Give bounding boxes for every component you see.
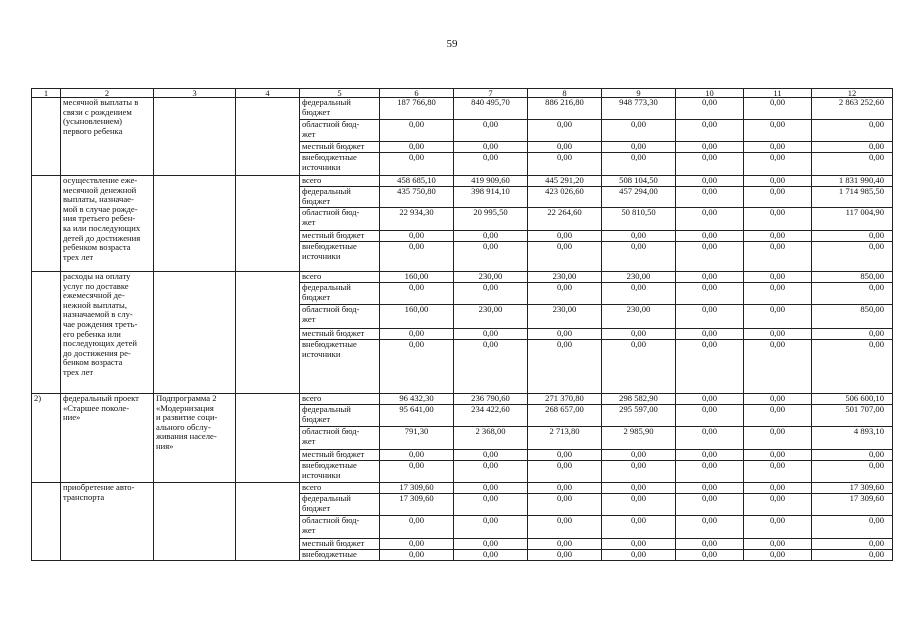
- value-cell: 0,00: [676, 483, 744, 494]
- measure-name-cell: приобретение авто- транспорта: [61, 483, 154, 561]
- program-cell: [154, 98, 236, 176]
- value-cell: 0,00: [602, 450, 676, 461]
- value-cell: 0,00: [602, 142, 676, 153]
- column-number-2: 2: [61, 89, 154, 98]
- total-value-cell: 0,00: [812, 242, 893, 272]
- value-cell: 230,00: [454, 305, 528, 329]
- value-cell: 0,00: [380, 231, 454, 242]
- value-cell: 419 909,60: [454, 176, 528, 187]
- value-cell: 0,00: [454, 242, 528, 272]
- value-cell: 22 264,60: [528, 208, 602, 231]
- value-cell: 0,00: [602, 153, 676, 176]
- executor-cell: [236, 176, 300, 272]
- value-cell: 0,00: [676, 405, 744, 427]
- value-cell: 230,00: [528, 305, 602, 329]
- value-cell: 0,00: [602, 516, 676, 539]
- value-cell: 0,00: [380, 242, 454, 272]
- total-value-cell: 117 004,90: [812, 208, 893, 231]
- funding-source-cell: всего: [300, 272, 380, 283]
- value-cell: 0,00: [528, 120, 602, 142]
- measure-name-cell: осуществление еже- месячной денежной выплаты, назначае- мой в случае рожде- ния третьего ребен- ка или последующих детей до достижения ребенком возраста трех лет: [61, 176, 154, 272]
- total-value-cell: 0,00: [812, 461, 893, 483]
- value-cell: 0,00: [454, 340, 528, 394]
- column-number-7: 7: [454, 89, 528, 98]
- value-cell: 268 657,00: [528, 405, 602, 427]
- value-cell: 0,00: [676, 340, 744, 394]
- total-value-cell: 17 309,60: [812, 494, 893, 516]
- funding-source-cell: внебюджетные источники: [300, 461, 380, 483]
- value-cell: 0,00: [744, 450, 812, 461]
- value-cell: 0,00: [744, 283, 812, 305]
- total-value-cell: 0,00: [812, 231, 893, 242]
- funding-source-cell: федеральный бюджет: [300, 283, 380, 305]
- value-cell: 0,00: [744, 427, 812, 450]
- total-value-cell: 0,00: [812, 450, 893, 461]
- column-number-9: 9: [602, 89, 676, 98]
- item-number-cell: [32, 483, 61, 561]
- value-cell: 236 790,60: [454, 394, 528, 405]
- funding-source-cell: федеральный бюджет: [300, 98, 380, 120]
- value-cell: 0,00: [454, 283, 528, 305]
- value-cell: 0,00: [454, 516, 528, 539]
- value-cell: 886 216,80: [528, 98, 602, 120]
- value-cell: 0,00: [744, 305, 812, 329]
- item-number-cell: [32, 176, 61, 272]
- value-cell: 0,00: [380, 329, 454, 340]
- value-cell: 0,00: [744, 120, 812, 142]
- value-cell: 0,00: [676, 427, 744, 450]
- column-number-6: 6: [380, 89, 454, 98]
- value-cell: 0,00: [380, 142, 454, 153]
- value-cell: 0,00: [676, 329, 744, 340]
- value-cell: 0,00: [602, 550, 676, 561]
- item-number-cell: [32, 98, 61, 176]
- value-cell: 0,00: [528, 283, 602, 305]
- total-value-cell: 2 863 252,60: [812, 98, 893, 120]
- funding-source-cell: всего: [300, 483, 380, 494]
- value-cell: 0,00: [528, 340, 602, 394]
- value-cell: 0,00: [454, 231, 528, 242]
- value-cell: 0,00: [528, 483, 602, 494]
- item-number-cell: [32, 272, 61, 394]
- value-cell: 22 934,30: [380, 208, 454, 231]
- budget-table: [31, 88, 893, 561]
- column-number-row: [32, 89, 893, 98]
- value-cell: 17 309,60: [380, 483, 454, 494]
- program-cell: Подпрограмма 2 «Модернизация и развитие соци- ального обслу- живания населе- ния»: [154, 394, 236, 483]
- value-cell: 0,00: [602, 494, 676, 516]
- table-row: [32, 394, 893, 405]
- table-row: [32, 483, 893, 494]
- value-cell: 0,00: [602, 231, 676, 242]
- funding-source-cell: местный бюджет: [300, 231, 380, 242]
- value-cell: 160,00: [380, 305, 454, 329]
- value-cell: 0,00: [454, 120, 528, 142]
- value-cell: 0,00: [602, 539, 676, 550]
- value-cell: 0,00: [676, 450, 744, 461]
- value-cell: 0,00: [380, 550, 454, 561]
- value-cell: 0,00: [528, 242, 602, 272]
- value-cell: 0,00: [744, 516, 812, 539]
- funding-source-cell: внебюджетные источники: [300, 340, 380, 394]
- value-cell: 0,00: [744, 461, 812, 483]
- value-cell: 0,00: [744, 98, 812, 120]
- funding-source-cell: областной бюд- жет: [300, 516, 380, 539]
- measure-name-cell: расходы на оплату услуг по доставке ежемесячной де- нежной выплаты, назначаемой в слу- чае рождения треть- его ребенка или последующих детей до достижения ре- бенком возраста трех лет: [61, 272, 154, 394]
- value-cell: 0,00: [744, 242, 812, 272]
- value-cell: 457 294,00: [602, 187, 676, 208]
- value-cell: 0,00: [454, 550, 528, 561]
- funding-source-cell: всего: [300, 394, 380, 405]
- table-row: [32, 272, 893, 283]
- value-cell: 0,00: [454, 329, 528, 340]
- value-cell: 0,00: [380, 340, 454, 394]
- value-cell: 96 432,30: [380, 394, 454, 405]
- value-cell: 2 368,00: [454, 427, 528, 450]
- funding-source-cell: областной бюд- жет: [300, 305, 380, 329]
- value-cell: 0,00: [528, 142, 602, 153]
- column-number-3: 3: [154, 89, 236, 98]
- value-cell: 234 422,60: [454, 405, 528, 427]
- funding-source-cell: областной бюд- жет: [300, 120, 380, 142]
- value-cell: 295 597,00: [602, 405, 676, 427]
- value-cell: 0,00: [602, 242, 676, 272]
- value-cell: 0,00: [454, 142, 528, 153]
- value-cell: 0,00: [380, 153, 454, 176]
- funding-source-cell: местный бюджет: [300, 539, 380, 550]
- value-cell: 0,00: [744, 405, 812, 427]
- value-cell: 0,00: [454, 483, 528, 494]
- value-cell: 0,00: [380, 283, 454, 305]
- value-cell: 187 766,80: [380, 98, 454, 120]
- value-cell: 0,00: [676, 208, 744, 231]
- total-value-cell: 1 714 985,50: [812, 187, 893, 208]
- value-cell: 0,00: [528, 461, 602, 483]
- value-cell: 271 370,80: [528, 394, 602, 405]
- total-value-cell: 0,00: [812, 539, 893, 550]
- column-number-5: 5: [300, 89, 380, 98]
- value-cell: 0,00: [744, 494, 812, 516]
- value-cell: 0,00: [454, 461, 528, 483]
- value-cell: 0,00: [676, 272, 744, 283]
- executor-cell: [236, 272, 300, 394]
- value-cell: 423 026,60: [528, 187, 602, 208]
- value-cell: 230,00: [528, 272, 602, 283]
- program-cell: [154, 483, 236, 561]
- value-cell: 0,00: [744, 187, 812, 208]
- value-cell: 398 914,10: [454, 187, 528, 208]
- total-value-cell: 850,00: [812, 305, 893, 329]
- value-cell: 0,00: [676, 550, 744, 561]
- measure-name-cell: месячной выплаты в связи с рождением (усыновлением) первого ребенка: [61, 98, 154, 176]
- value-cell: 20 995,50: [454, 208, 528, 231]
- value-cell: 0,00: [380, 120, 454, 142]
- value-cell: 0,00: [528, 516, 602, 539]
- funding-source-cell: федеральный бюджет: [300, 187, 380, 208]
- table-body: [32, 98, 893, 561]
- column-number-1: 1: [32, 89, 61, 98]
- total-value-cell: 0,00: [812, 153, 893, 176]
- value-cell: 0,00: [744, 340, 812, 394]
- column-number-8: 8: [528, 89, 602, 98]
- value-cell: 0,00: [454, 494, 528, 516]
- value-cell: 0,00: [744, 329, 812, 340]
- total-value-cell: 4 893,10: [812, 427, 893, 450]
- value-cell: 0,00: [744, 153, 812, 176]
- value-cell: 95 641,00: [380, 405, 454, 427]
- total-value-cell: 506 600,10: [812, 394, 893, 405]
- value-cell: 0,00: [454, 450, 528, 461]
- value-cell: 0,00: [676, 494, 744, 516]
- total-value-cell: 1 831 990,40: [812, 176, 893, 187]
- value-cell: 2 713,80: [528, 427, 602, 450]
- measure-name-cell: федеральный проект «Старшее поколе- ние»: [61, 394, 154, 483]
- value-cell: 0,00: [528, 539, 602, 550]
- value-cell: 0,00: [676, 98, 744, 120]
- value-cell: 0,00: [744, 539, 812, 550]
- value-cell: 0,00: [744, 231, 812, 242]
- value-cell: 0,00: [744, 550, 812, 561]
- value-cell: 0,00: [744, 176, 812, 187]
- executor-cell: [236, 483, 300, 561]
- value-cell: 0,00: [676, 120, 744, 142]
- value-cell: 0,00: [676, 461, 744, 483]
- column-number-10: 10: [676, 89, 744, 98]
- value-cell: 0,00: [602, 340, 676, 394]
- total-value-cell: 17 309,60: [812, 483, 893, 494]
- value-cell: 2 985,90: [602, 427, 676, 450]
- value-cell: 0,00: [744, 394, 812, 405]
- funding-source-cell: местный бюджет: [300, 142, 380, 153]
- value-cell: 0,00: [528, 153, 602, 176]
- value-cell: 0,00: [454, 153, 528, 176]
- total-value-cell: 0,00: [812, 120, 893, 142]
- column-number-11: 11: [744, 89, 812, 98]
- value-cell: 0,00: [676, 539, 744, 550]
- value-cell: 0,00: [676, 231, 744, 242]
- value-cell: 230,00: [602, 272, 676, 283]
- value-cell: 230,00: [602, 305, 676, 329]
- value-cell: 0,00: [528, 494, 602, 516]
- program-cell: [154, 272, 236, 394]
- executor-cell: [236, 394, 300, 483]
- value-cell: 0,00: [676, 305, 744, 329]
- value-cell: 0,00: [380, 516, 454, 539]
- value-cell: 0,00: [602, 120, 676, 142]
- value-cell: 0,00: [602, 283, 676, 305]
- value-cell: 0,00: [528, 231, 602, 242]
- value-cell: 50 810,50: [602, 208, 676, 231]
- total-value-cell: 0,00: [812, 516, 893, 539]
- value-cell: 0,00: [528, 550, 602, 561]
- value-cell: 0,00: [602, 461, 676, 483]
- total-value-cell: 0,00: [812, 142, 893, 153]
- total-value-cell: 0,00: [812, 329, 893, 340]
- funding-source-cell: областной бюд- жет: [300, 427, 380, 450]
- value-cell: 445 291,20: [528, 176, 602, 187]
- item-number-cell: 2): [32, 394, 61, 483]
- value-cell: 0,00: [676, 142, 744, 153]
- value-cell: 0,00: [744, 142, 812, 153]
- column-number-12: 12: [812, 89, 893, 98]
- value-cell: 435 750,80: [380, 187, 454, 208]
- funding-source-cell: местный бюджет: [300, 450, 380, 461]
- table-row: [32, 98, 893, 120]
- page-number: 59: [446, 38, 458, 50]
- value-cell: 0,00: [676, 516, 744, 539]
- value-cell: 0,00: [602, 483, 676, 494]
- value-cell: 0,00: [454, 539, 528, 550]
- value-cell: 0,00: [676, 153, 744, 176]
- value-cell: 458 685,10: [380, 176, 454, 187]
- value-cell: 0,00: [380, 461, 454, 483]
- value-cell: 791,30: [380, 427, 454, 450]
- total-value-cell: 0,00: [812, 283, 893, 305]
- value-cell: 0,00: [528, 329, 602, 340]
- total-value-cell: 850,00: [812, 272, 893, 283]
- value-cell: 0,00: [744, 483, 812, 494]
- value-cell: 0,00: [676, 187, 744, 208]
- value-cell: 0,00: [528, 450, 602, 461]
- value-cell: 948 773,30: [602, 98, 676, 120]
- value-cell: 508 104,50: [602, 176, 676, 187]
- funding-source-cell: федеральный бюджет: [300, 405, 380, 427]
- value-cell: 0,00: [676, 394, 744, 405]
- value-cell: 17 309,60: [380, 494, 454, 516]
- value-cell: 840 495,70: [454, 98, 528, 120]
- program-cell: [154, 176, 236, 272]
- funding-source-cell: всего: [300, 176, 380, 187]
- funding-source-cell: внебюджетные источники: [300, 153, 380, 176]
- value-cell: 230,00: [454, 272, 528, 283]
- value-cell: 0,00: [676, 242, 744, 272]
- funding-source-cell: областной бюд- жет: [300, 208, 380, 231]
- value-cell: 0,00: [380, 539, 454, 550]
- total-value-cell: 501 707,00: [812, 405, 893, 427]
- value-cell: 0,00: [676, 283, 744, 305]
- value-cell: 0,00: [380, 450, 454, 461]
- funding-source-cell: внебюджетные: [300, 550, 380, 561]
- funding-source-cell: федеральный бюджет: [300, 494, 380, 516]
- total-value-cell: 0,00: [812, 340, 893, 394]
- value-cell: 0,00: [602, 329, 676, 340]
- column-number-4: 4: [236, 89, 300, 98]
- table-row: [32, 176, 893, 187]
- total-value-cell: 0,00: [812, 550, 893, 561]
- funding-source-cell: внебюджетные источники: [300, 242, 380, 272]
- value-cell: 160,00: [380, 272, 454, 283]
- value-cell: 298 582,90: [602, 394, 676, 405]
- value-cell: 0,00: [744, 272, 812, 283]
- value-cell: 0,00: [744, 208, 812, 231]
- executor-cell: [236, 98, 300, 176]
- value-cell: 0,00: [676, 176, 744, 187]
- funding-source-cell: местный бюджет: [300, 329, 380, 340]
